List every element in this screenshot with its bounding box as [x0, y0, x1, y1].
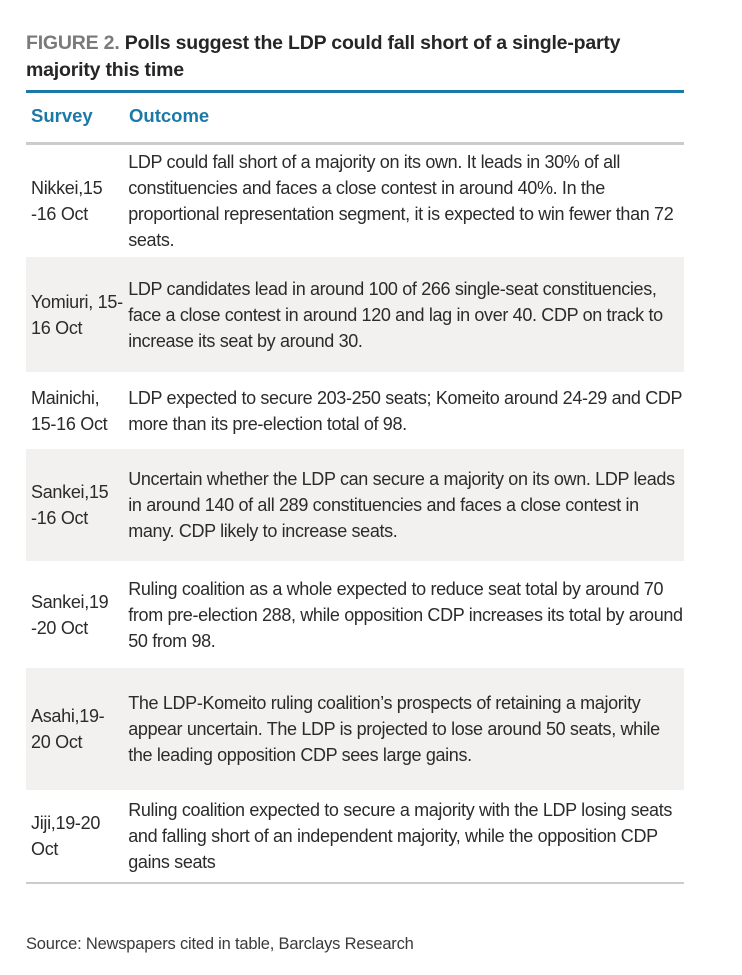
column-header-outcome: Outcome: [129, 105, 210, 126]
survey-cell: Yomiuri, 15-16 Oct: [31, 291, 123, 338]
outcome-cell: LDP candidates lead in around 100 of 266 single-seat constituencies, face a close contest in around 120 and lag in over 40. CDP on track to increase its seat by around 30.: [128, 278, 663, 351]
outcome-cell: Ruling coalition expected to secure a majority with the LDP losing seats and falling short of an independent majority, while the opposition CDP gains seats: [128, 800, 673, 872]
survey-cell: Jiji,19-20 Oct: [31, 813, 101, 859]
source-note: Source: Newspapers cited in table, Barclays Research: [26, 935, 414, 953]
table-row-sankei-15-16: [26, 449, 684, 561]
figure-label: FIGURE 2.: [26, 32, 120, 54]
table-row-nikkei: [26, 145, 684, 257]
table-row-jiji: [26, 790, 684, 882]
outcome-cell: Uncertain whether the LDP can secure a majority on its own. LDP leads in around 140 of all 289 constituencies and faces a close contest in many. CDP likely to increase seats.: [128, 469, 675, 541]
table-row-sankei-19-20: [26, 561, 684, 668]
survey-cell: Nikkei,15 -16 Oct: [31, 178, 103, 224]
survey-cell: Asahi,19- 20 Oct: [31, 706, 105, 752]
outcome-cell: The LDP-Komeito ruling coalition’s prospects of retaining a majority appear uncertain. The LDP is projected to lose around 50 seats, while the leading opposition CDP sees large gains.: [128, 693, 660, 765]
outcome-cell: LDP expected to secure 203-250 seats; Komeito around 24-29 and CDP more than its pre-election total of 98.: [128, 387, 682, 434]
survey-cell: Sankei,19 -20 Oct: [31, 591, 109, 638]
survey-cell: Mainichi, 15-16 Oct: [31, 387, 108, 434]
table-row-asahi: [26, 668, 684, 790]
polls-table: [26, 145, 684, 882]
table-row-mainichi: [26, 372, 684, 449]
outcome-cell: LDP could fall short of a majority on its own. It leads in 30% of all constituencies and faces a close contest in around 40%. In the proportional representation segment, it is expected to win fewer than 72 seats.: [128, 152, 674, 250]
survey-cell: Sankei,15 -16 Oct: [31, 482, 109, 528]
outcome-cell: Ruling coalition as a whole expected to reduce seat total by around 70 from pre-election 288, while opposition CDP increases its total by around 50 from 98.: [128, 578, 683, 651]
table-bottom-rule: [26, 882, 684, 884]
table-row-yomiuri: [26, 257, 684, 372]
column-header-survey: Survey: [31, 105, 93, 126]
table-header: [26, 93, 684, 142]
figure-title-text: Polls suggest the LDP could fall short of a single-party majority this time: [26, 32, 621, 81]
figure-title: [26, 30, 666, 84]
